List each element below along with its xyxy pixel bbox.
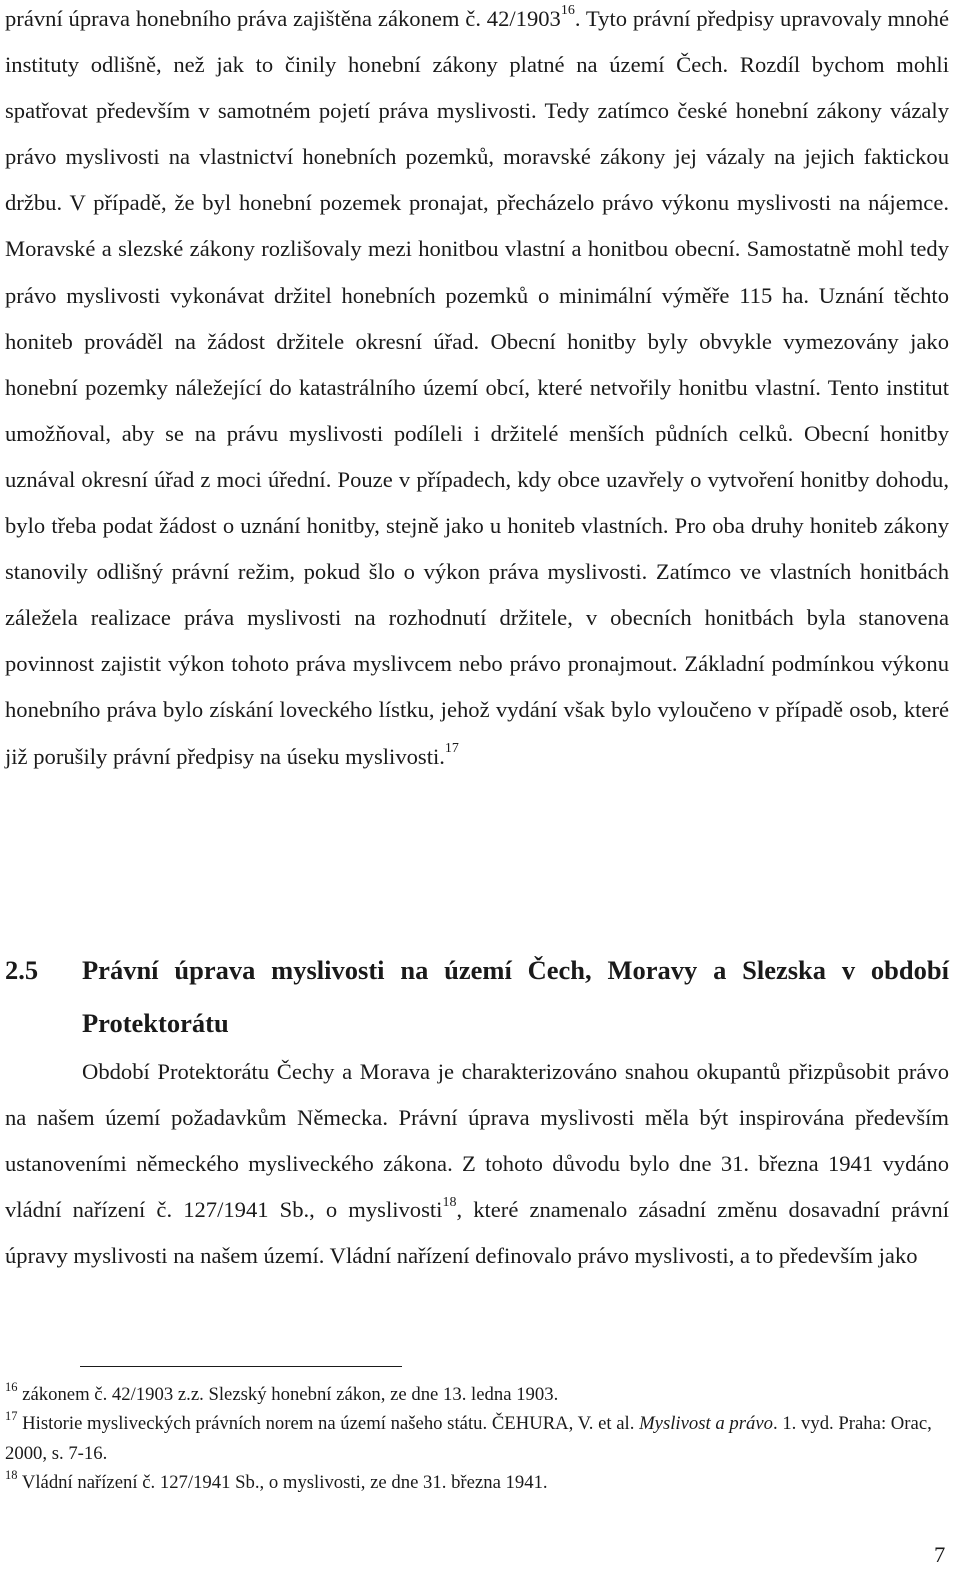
- footnote-ref-16[interactable]: 16: [560, 3, 575, 19]
- footnote-number: 18: [5, 1467, 18, 1482]
- footnote-18: [5, 1468, 949, 1497]
- footnote-16: [5, 1380, 949, 1409]
- footnote-number: 16: [5, 1379, 18, 1394]
- section-number: 2.5: [5, 955, 39, 985]
- footnote-text: . 1. vyd. Praha: Orac, 2000, s. 7-16.: [5, 1413, 932, 1464]
- paragraph-protectorate: [5, 1049, 949, 1279]
- footnote-number: 17: [5, 1409, 18, 1424]
- footnote-separator: [80, 1366, 402, 1367]
- paragraph-hunting-laws: [5, 0, 949, 780]
- footnote-ref-17[interactable]: 17: [444, 740, 459, 756]
- section-heading: [5, 944, 949, 1050]
- paragraph-text: právní úprava honebního práva zajištěna zákonem č. 42/1903: [5, 6, 561, 31]
- footnote-text: Vládní nařízení č. 127/1941 Sb., o myslivosti, ze dne 31. března 1941.: [21, 1471, 548, 1493]
- footnote-17: [5, 1409, 949, 1468]
- footnote-ref-18[interactable]: 18: [442, 1194, 457, 1210]
- paragraph-text: . Tyto právní předpisy upravovaly mnohé instituty odlišně, než jak to činily honební zákony platné na území Čech. Rozdíl bychom mohli spatřovat především v samotném pojetí práva myslivosti. Tedy zatímco české honební zákony vázaly právo myslivosti na vlastnictví honebních pozemků, moravské zákony jej vázaly na jejich faktickou držbu. V případě, že byl honební pozemek pronajat, přecházelo právo výkonu myslivosti na nájemce. Moravské a slezské zákony rozlišovaly mezi honitbou vlastní a honitbou obecní. Samostatně mohl tedy právo myslivosti vykonávat držitel honebních pozemků o minimální výměře 115 ha. Uznání těchto honiteb prováděl na žádost držitele okresní úřad. Obecní honitby byly obvykle vymezovány jako honební pozemky náležející do katastrálního území obcí, které netvořily honitbu vlastní. Tento institut umožňoval, aby se na právu myslivosti podíleli i držitelé menších půdních celků. Obecní honitby uznával okresní úřad z moci úřední. Pouze v případech, kdy obce uzavřely o vytvoření honitby dohodu, bylo třeba podat žádost o uznání honitby, stejně jako u honiteb vlastních. Pro oba druhy honiteb zákony stanovily odlišný právní režim, pokud šlo o výkon práva myslivosti. Zatímco ve vlastních honitbách záležela realizace práva myslivosti na rozhodnutí držitele, v obecních honitbách byla stanovena povinnost zajistit výkon tohoto práva myslivcem nebo právo pronajmout. Základní podmínkou výkonu honebního práva bylo získání loveckého lístku, jehož vydání však bylo vyloučeno v případě osob, které již porušily právní předpisy na úseku myslivosti.: [5, 6, 949, 769]
- footnotes: [5, 1380, 949, 1497]
- page-number: 7: [934, 1542, 946, 1567]
- footnote-text: Historie mysliveckých právních norem na území našeho státu. ČEHURA, V. et al.: [22, 1413, 635, 1435]
- footnote-book-title: Myslivost a právo: [639, 1413, 773, 1435]
- paragraph-text: , které znamenalo zásadní změnu dosavadní právní úpravy myslivosti na našem území. Vládní nařízení definovalo právo myslivosti, a to především jako: [5, 1197, 949, 1269]
- footnote-text: zákonem č. 42/1903 z.z. Slezský honební zákon, ze dne 13. ledna 1903.: [22, 1384, 559, 1405]
- paragraph-text: Období Protektorátu Čechy a Morava je charakterizováno snahou okupantů přizpůsobit právo na našem území požadavkům Německa. Právní úprava myslivosti měla být inspirována především ustanoveními německého mysliveckého zákona. Z tohoto důvodu bylo dne 31. března 1941 vydáno vládní nařízení č. 127/1941 Sb., o myslivosti: [5, 1059, 949, 1223]
- section-title: Právní úprava myslivosti na území Čech, Moravy a Slezska v období Protektorátu: [82, 955, 949, 1038]
